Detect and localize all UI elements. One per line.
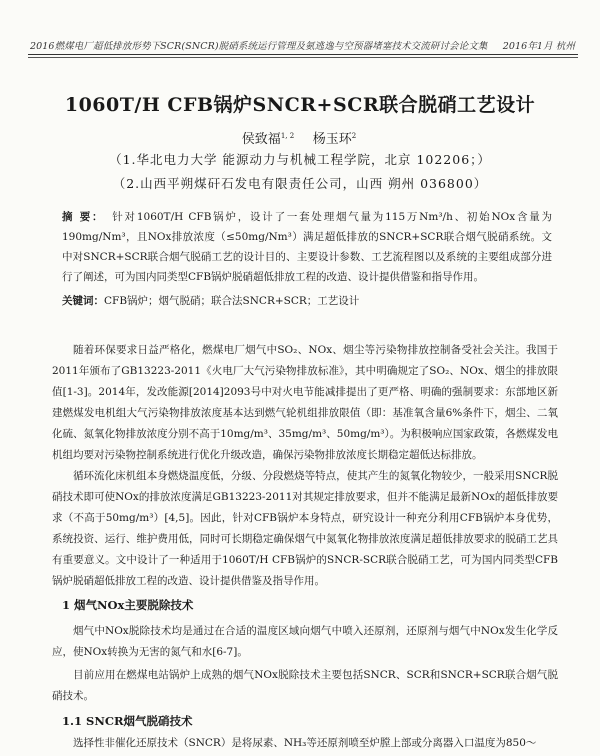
header-rule-thin — [28, 57, 578, 58]
body-paragraph: 烟气中NOx脱除技术均是通过在合适的温度区域向烟气中喷入还原剂，还原剂与烟气中NOx发生化学反应，使NOx转换为无害的氮气和水[6-7]。 — [52, 625, 558, 658]
body-paragraph: 随着环保要求日益严格化，燃煤电厂烟气中SO₂、NOx、烟尘等污染物排放控制备受社会关注。我国于2011年颁布了GB13223-2011《火电厂大气污染物排放标准》，其中明确规定了SO₂、NOx、烟尘的排放限值[1-3]。2014年，发改能源[2014]2093号中对火电节能减排提出了更严格、明确的强制要求：东部地区新建燃煤发电机组大气污染物排放浓度基本达到燃气轮机组排放限值（即：基准氧含量6%条件下，烟尘、二氧化硫、氮氧化物排放浓度分别不高于10mg/m³、35mg/m³、50mg/m³）。为积极响应国家政策，各燃煤发电机组均要对污染物控制系统进行优化升级改造，确保污染物排放浓度长期稳定超低达标排放。 — [52, 344, 558, 461]
author-name: 杨玉环 — [312, 132, 352, 147]
abstract — [62, 207, 552, 287]
keywords — [62, 293, 552, 308]
author-affiliation-mark: 1, 2 — [280, 131, 295, 140]
subsection-heading: 1.1 SNCR烟气脱硝技术 — [62, 714, 193, 728]
author-line — [0, 128, 600, 147]
body-paragraph: 目前应用在燃煤电站锅炉上成熟的烟气NOx脱除技术主要包括SNCR、SCR和SNCR+SCR联合烟气脱硝技术。 — [52, 669, 558, 702]
keywords-label: 关键词： — [62, 295, 104, 307]
body-paragraph: 选择性非催化还原技术（SNCR）是将尿素、NH₃等还原剂喷至炉膛上部或分离器入口温度为850～ — [73, 737, 537, 749]
running-header — [30, 38, 575, 52]
affiliation-1: （1.华北电力大学 能源动力与机械工程学院，北京 102206；） — [109, 152, 491, 167]
author-affiliation-mark: 2 — [351, 131, 357, 140]
section-heading: 1 烟气NOx主要脱除技术 — [62, 598, 194, 612]
paper-title: 1060T/H CFB锅炉SNCR+SCR联合脱硝工艺设计 — [64, 94, 536, 116]
conference-date: 2016年1月 杭州 — [502, 41, 575, 52]
author-name: 侯致福 — [241, 132, 281, 147]
affiliation-2: （2.山西平朔煤矸石发电有限责任公司，山西 朔州 036800） — [112, 176, 488, 191]
header-rule-thick — [28, 54, 578, 55]
conference-name: 2016燃煤电厂超低排放形势下SCR(SNCR)脱硝系统运行管理及氨逃逸与空预器堵塞技术交流研讨会论文集 — [30, 41, 488, 52]
abstract-text: 针对1060T/H CFB锅炉，设计了一套处理烟气量为115万Nm³/h、初始NOx含量为190mg/Nm³，且NOx排放浓度（≤50mg/Nm³）满足超低排放的SNCR+SCR联合烟气脱硝系统。文中对SNCR+SCR联合烟气脱硝工艺的设计目的、主要设计参数、工艺流程图以及系统的主要组成部分进行了阐述，可为国内同类型CFB锅炉脱硝超低排放工程的改造、设计提供借鉴和指导作用。 — [62, 211, 552, 283]
body-paragraph: 循环流化床机组本身燃烧温度低，分级、分段燃烧等特点，使其产生的氮氧化物较少，一般采用SNCR脱硝技术即可使NOx的排放浓度满足GB13223-2011对其规定排放要求，但并不能满足最新NOx的超低排放要求（不高于50mg/m³）[4,5]。因此，针对CFB锅炉本身特点，研究设计一种充分利用CFB锅炉本身优势，系统投资、运行、维护费用低，同时可长期稳定确保烟气中氮氧化物排放浓度满足超低排放要求的脱硝工艺具有重要意义。文中设计了一种适用于1060T/H CFB锅炉的SNCR-SCR联合脱硝工艺，可为国内同类型CFB锅炉脱硝超低排放工程的改造、设计提供借鉴及指导作用。 — [52, 470, 558, 587]
keywords-text: CFB锅炉；烟气脱硝；联合法SNCR+SCR；工艺设计 — [104, 295, 360, 307]
abstract-label: 摘 要： — [62, 211, 105, 223]
